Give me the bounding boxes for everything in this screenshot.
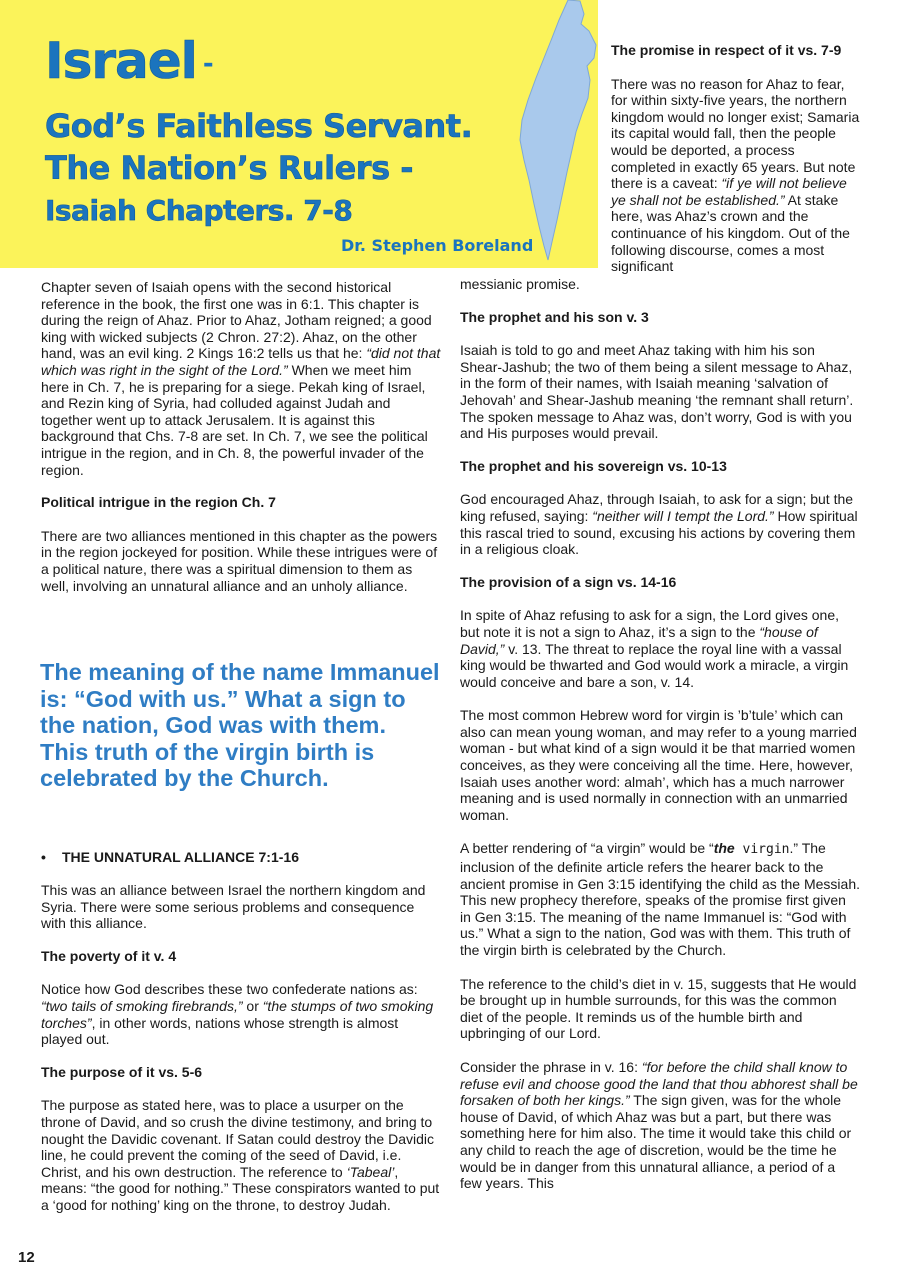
sign-paragraph: In spite of Ahaz refusing to ask for a sign, the Lord gives one, but note it is not a sign to Ahaz, it’s a sign to the “house of David,” v. 13. The threat to replace the royal line with a vassal king would be thwarted and God would work a miracle, a virgin would conceive and bare a son, v. 14. — [460, 607, 849, 690]
phrase-paragraph: Consider the phrase in v. 16: “for before the child shall know to refuse evil and choose good the land that thou abhorest shall be forsaken of both her kings.” The sign given, was for the whole house of David, of which Ahaz was but a part, but there was something here for him also. The time it would take this child or any child to reach the age of discretion, would be the time he would be in danger from this unnatural alliance, a period of a few years. This — [460, 1058, 858, 1192]
page-title: Israel - — [45, 32, 213, 90]
heading-provision-sign: The provision of a sign vs. 14-16 — [460, 573, 677, 590]
rendering-paragraph: A better rendering of “a virgin” would be “the virgin.” The inclusion of the definite article refers the hearer back to the ancient promise in Gen 3:15 identifying the child as the Messiah. This new prophecy therefore, speaks of the promise first given in Gen 3:15. The meaning of the name Immanuel is: “God with us.” What a sign to the nation, God was with them. This truth of the virgin birth is celebrated by the Church. — [460, 840, 861, 958]
title-line-4: Isaiah Chapters. 7-8 — [45, 194, 353, 227]
page-number: 12 — [18, 1249, 35, 1266]
sovereign-paragraph: God encouraged Ahaz, through Isaiah, to ask for a sign; but the king refused, saying: “neither will I tempt the Lord.” How spiritual this rascal tried to sound, excusing his actions by covering them in a religious cloak. — [460, 491, 858, 558]
israel-map-icon — [510, 0, 602, 262]
diet-paragraph: The reference to the child’s diet in v. 15, suggests that He would be brought up in humble surrounds, for this was the common diet of the people. It reminds us of the humble birth and upbringing of our Lord. — [460, 975, 857, 1042]
heading-purpose: The purpose of it vs. 5-6 — [41, 1063, 203, 1080]
intro-paragraph: Chapter seven of Isaiah opens with the second historical reference in the book, the first one was in 6:1. This chapter is during the reign of Ahaz. Prior to Ahaz, Jotham reigned; a good king with wicked subjects (2 Chron. 27:2). Ahaz, on the other hand, was an evil king. 2 Kings 16:2 tells us that he: “did not that which was right in the sight of the Lord.” When we meet him here in Ch. 7, he is preparing for a siege. Pekah king of Israel, and Rezin king of Syria, had colluded against Judah and together went up to attack Jerusalem. It is against this background that Chs. 7-8 are set. In Ch. 7, we see the political intrigue in the region, and in Ch. 8, the powerful invader of the region. — [41, 279, 441, 478]
bullet-unnatural-alliance: • THE UNNATURAL ALLIANCE 7:1-16 — [41, 849, 299, 865]
right-column-main — [460, 276, 860, 1192]
pull-quote: The meaning of the name Immanuel is: “God with us.” What a sign to the nation, God was with them. This truth of the virgin birth is celebrated by the Church. — [40, 659, 440, 791]
promise-paragraph: There was no reason for Ahaz to fear, for within sixty-five years, the northern kingdom would no longer exist; Samaria its capital would fall, then the people would be deported, a process completed in exactly 65 years. But note there is a caveat: “if ye will not believe ye shall not be established.” At stake here, was Ahaz’s crown and the continuance of his kingdom. Out of the following discourse, comes a most significant — [611, 75, 860, 275]
virgin-paragraph: The most common Hebrew word for virgin is ’b’tule’ which can also can mean young woman, and may refer to a young married woman - but what kind of a sign would it be that married women conceives, as they were conceiving all the time. Here, however, Isaiah uses another word: almah’, which has a much narrower meaning and is used normally in connection with an unmarried woman. — [460, 707, 857, 823]
heading-promise: The promise in respect of it vs. 7-9 — [611, 42, 842, 58]
heading-prophet-son: The prophet and his son v. 3 — [460, 308, 649, 325]
left-column-upper — [41, 279, 441, 594]
heading-prophet-sovereign: The prophet and his sovereign vs. 10-13 — [460, 457, 727, 474]
political-paragraph: There are two alliances mentioned in this chapter as the powers in the region jockeyed for position. While these intrigues were of a political nature, there was a spiritual dimension to them as well, involving an unnatural alliance and an unholy alliance. — [41, 527, 438, 594]
right-column-top — [611, 42, 861, 275]
heading-political-intrigue: Political intrigue in the region Ch. 7 — [41, 494, 276, 511]
title-line-3: The Nation’s Rulers - — [45, 149, 414, 187]
promise-continuation: messianic promise. — [460, 276, 580, 292]
title-line-2: God’s Faithless Servant. — [45, 107, 473, 145]
left-column-lower — [41, 882, 441, 1214]
son-paragraph: Isaiah is told to go and meet Ahaz taking with him his son Shear-Jashub; the two of them being a silent message to Ahaz, in the form of their names, with Isaiah meaning ‘salvation of Jehovah’ and Shear-Jashub meaning ‘the remnant shall return’. The spoken message to Ahaz was, don’t worry, God is with you and His purposes would prevail. — [460, 342, 854, 442]
heading-poverty: The poverty of it v. 4 — [41, 947, 177, 964]
poverty-paragraph: Notice how God describes these two confederate nations as: “two tails of smoking firebrands,” or “the stumps of two smoking torches”, in other words, nations whose strength is almost played out. — [41, 981, 434, 1048]
alliance-paragraph: This was an alliance between Israel the northern kingdom and Syria. There were some serious problems and consequence with this alliance. — [41, 882, 426, 932]
purpose-paragraph: The purpose as stated here, was to place a usurper on the throne of David, and so crush the divine testimony, and bring to nought the Davidic covenant. If Satan could destroy the Davidic line, he could prevent the coming of the seed of David, i.e. Christ, and his own destruction. The reference to ‘Tabeal’, means: “the good for nothing.” These conspirators wanted to put a ‘good for nothing’ king on the throne, to destroy Judah. — [41, 1097, 440, 1213]
author-byline: Dr. Stephen Boreland — [341, 236, 534, 255]
